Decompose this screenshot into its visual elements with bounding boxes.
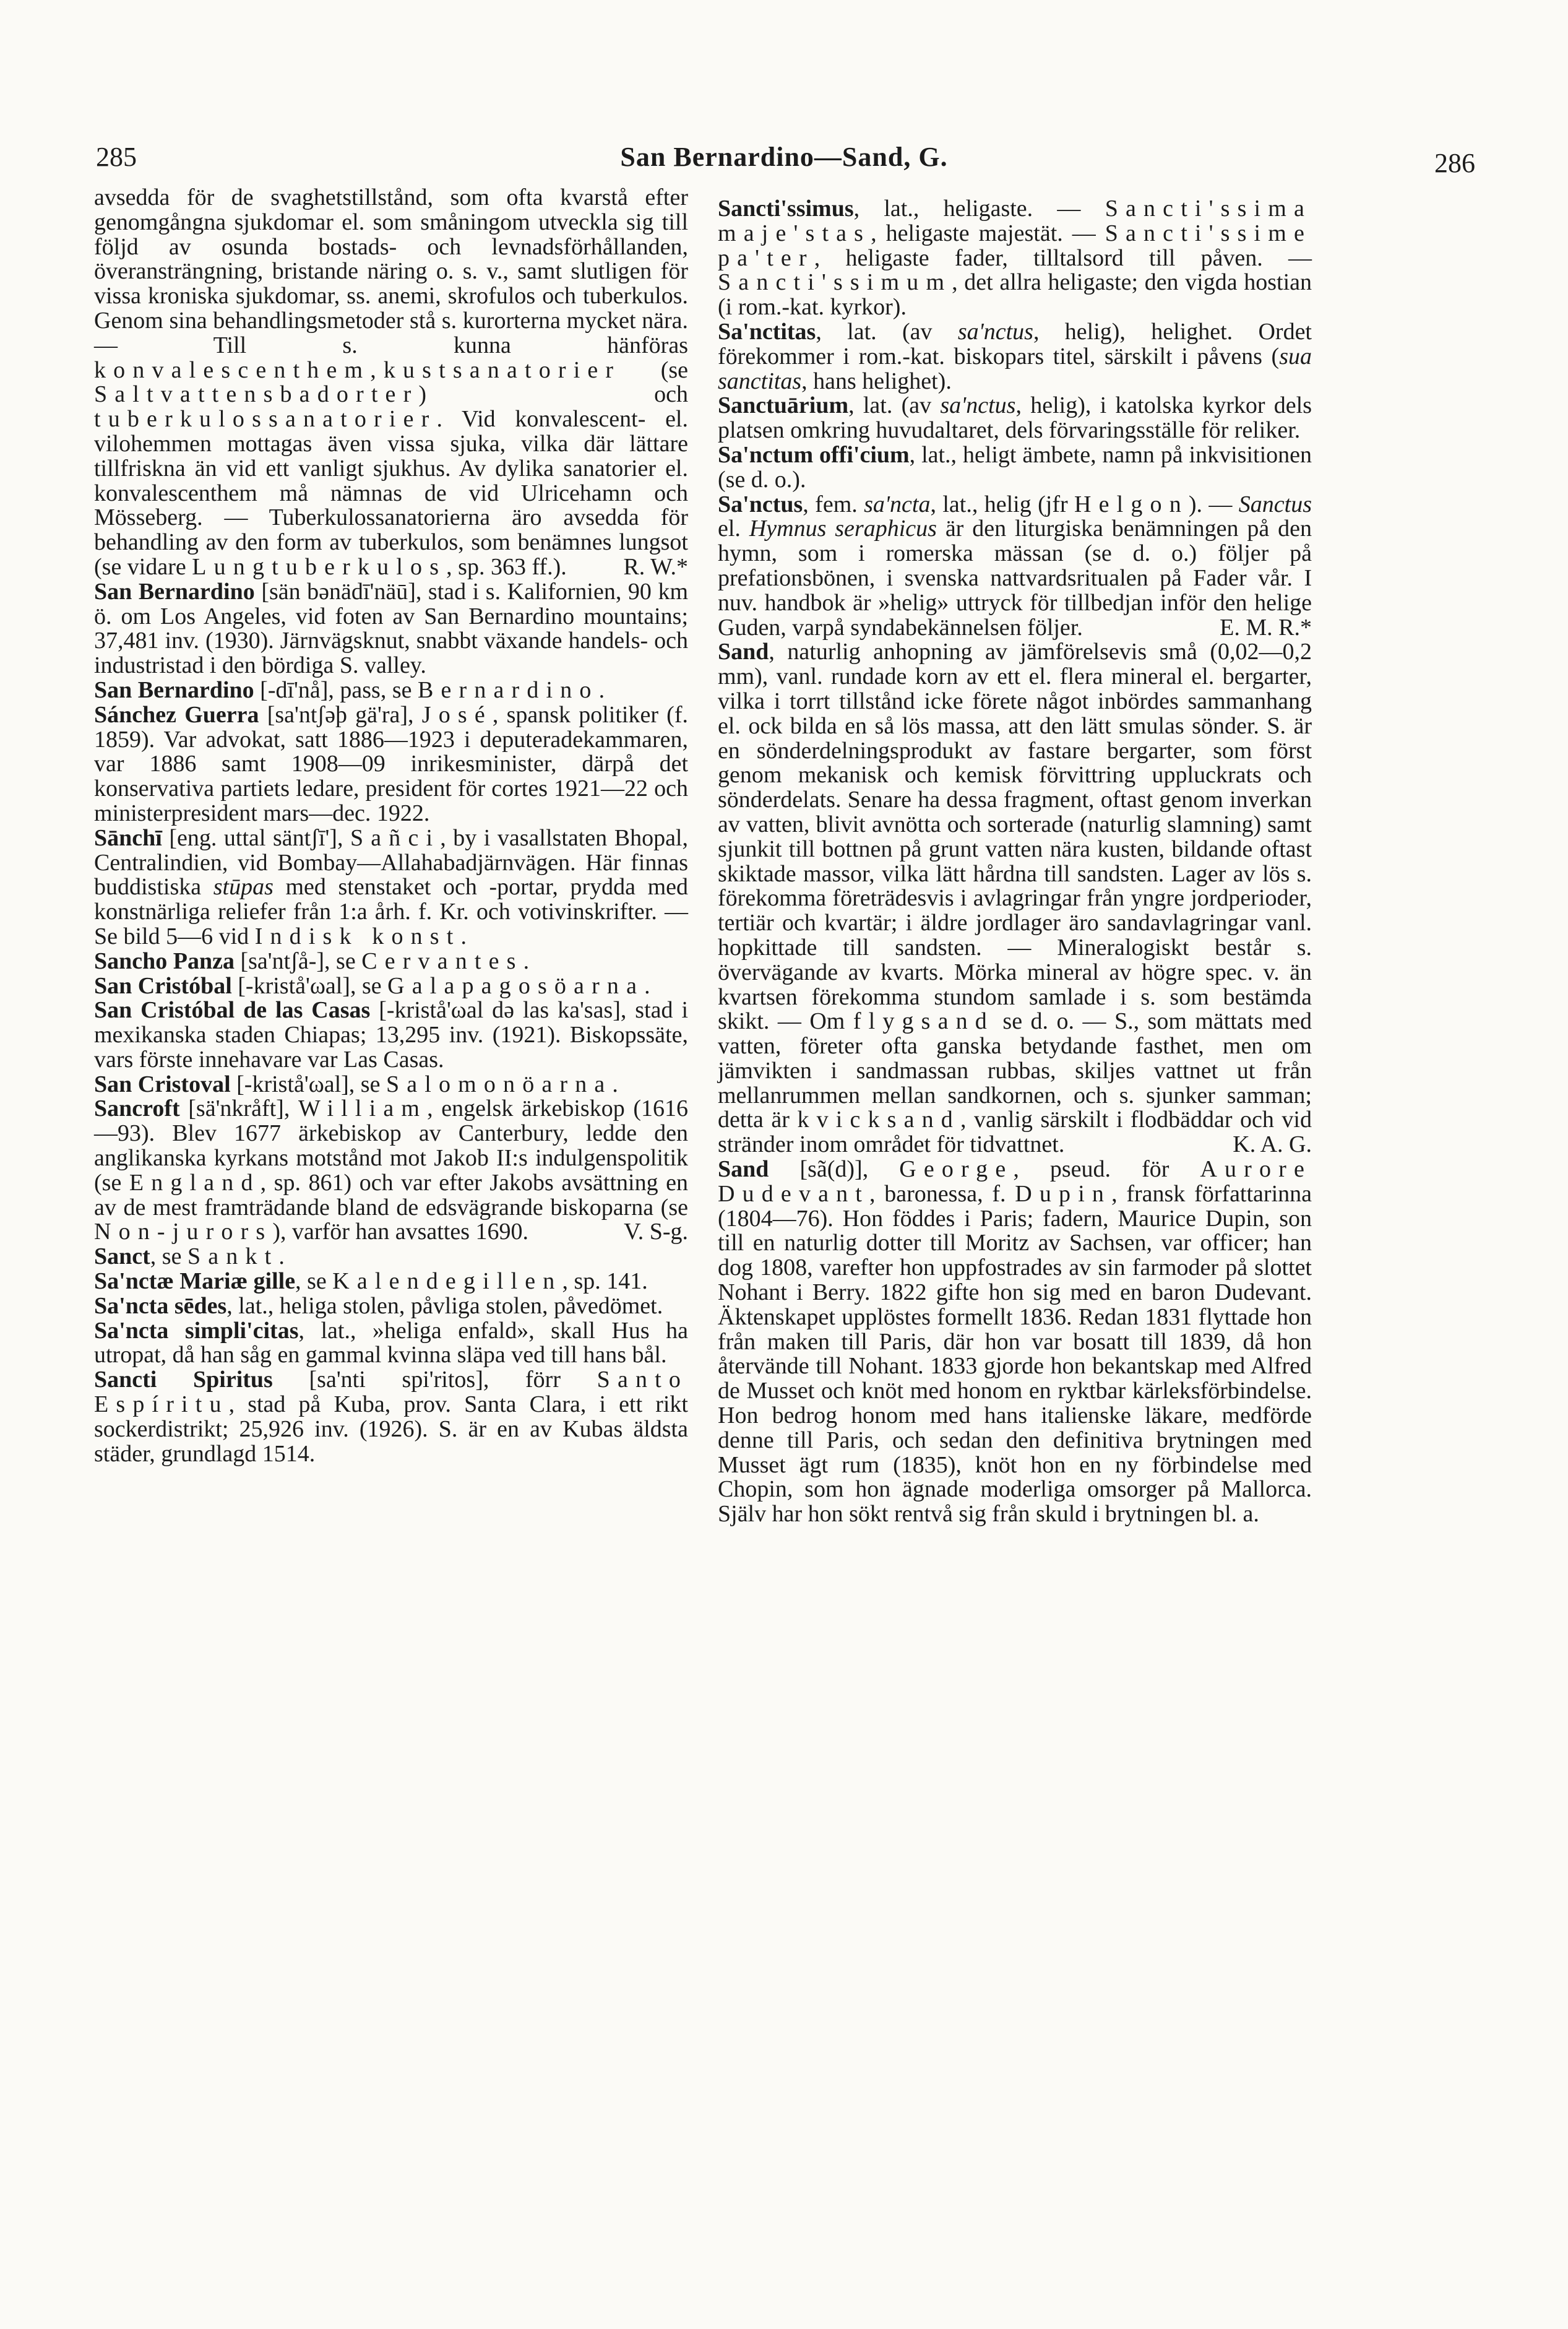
right-column [718, 197, 1312, 1527]
headword: Sanctuārium [718, 392, 849, 419]
cross-ref: Non-jurors [94, 1219, 273, 1245]
cross-ref: Indisk konst [254, 923, 461, 949]
italic-term: sa'nctus [940, 392, 1016, 419]
cross-ref: Cervantes [361, 948, 523, 974]
cross-ref: Galapagosöarna [387, 972, 645, 999]
entry-text: [-dī'nå], pass, se [254, 676, 418, 703]
entry-text: . [523, 948, 530, 974]
entry-text: , sp. 141. [562, 1268, 648, 1295]
entry-text: ) och [418, 381, 688, 408]
italic-term: Hymnus seraphicus [749, 516, 937, 542]
author-signature: K. A. G. [1233, 1131, 1312, 1158]
entry-text: [sä'nkråft], [179, 1095, 298, 1122]
entry-text: [sa'ntʃəþ gä'ra], [259, 701, 422, 728]
entry-san-bernardino-city [94, 580, 688, 678]
headword: San Cristóbal [94, 972, 232, 999]
entry-sand [718, 640, 1312, 1157]
headword: Sancroft [94, 1095, 180, 1122]
entry-text: , lat., heliga stolen, påvliga stolen, påvedömet. [226, 1292, 663, 1319]
entry-sanctuarium [718, 394, 1312, 443]
italic-term: sa'ncta [864, 491, 931, 517]
headword: Sánchez Guerra [94, 701, 259, 728]
spaced-name: George [899, 1156, 1014, 1183]
entry-text: , lat., »heliga enfald», skall Hus ha utropat, då han såg en gammal kvinna släpa ved till hans bål. [94, 1317, 688, 1368]
entry-text: [eng. uttal säntʃī'], [162, 824, 350, 851]
cross-ref: Helgon [1074, 491, 1189, 517]
entry-text: se d. o. — S., som mättats med vatten, företer ofta ganska betydande fasthet, men om jämvikten i sandmassan rubbas, skiljes vattnet ut från mellanrummen mellan sandkornen, och s. sjunker samman; detta är [718, 1008, 1312, 1133]
entry-sand-george [718, 1157, 1312, 1527]
author-signature: E. M. R.* [1220, 614, 1312, 641]
entry-san-cristobal [94, 974, 688, 999]
entry-text: , pseud. för [1013, 1156, 1200, 1183]
headword: San Bernardino [94, 676, 254, 703]
entry-sancta-sedes [94, 1294, 688, 1319]
entry-text: [-kristå'ωal], se [230, 1071, 386, 1097]
headword: Sānchī [94, 824, 162, 851]
entry-text: avsedda för de svaghetstillstånd, som ofta kvarstå efter genomgångna sjukdomar el. som småningom utveckla sig till följd av osunda bostads- och levnadsförhållanden, överansträngning, bristande näring o. s. v., samt slutligen för vissa kroniska sjukdomar, ss. anemi, skrofulos och tuberkulos. Genom sina behandlingsmetoder stå s. kurorterna mycket nära. — Till s. kunna hänföras [94, 184, 688, 358]
cross-ref: England [129, 1169, 261, 1196]
entry-san-cristobal-de-las-casas [94, 998, 688, 1072]
entry-text: med stenstaket och -portar, prydda med konstnärliga reliefer från 1:a årh. f. Kr. och votivinskrifter. — Se bild 5—6 vid [94, 874, 688, 949]
entry-sanctum-officium [718, 443, 1312, 493]
entry-sancta-simplicitas [94, 1319, 688, 1368]
entry-text: , lat., heligaste. — [853, 196, 1105, 222]
cross-ref: tuberkulossanatorier [94, 406, 437, 433]
spaced-name: Dupin [1015, 1180, 1112, 1207]
entry-san-bernardino-pass [94, 678, 688, 703]
left-column [94, 186, 688, 1466]
entry-text: . [644, 972, 650, 999]
entry-text: är den liturgiska benämningen på den hymn, som i romerska mässan (se d. o.) följer på prefationsbönen, i svenska nattvardsritualen på Fader vår. I nuv. handbok är »helig» uttryck för tillbedjan inför den helige Guden, varpå syndabekännelsen följer. [718, 516, 1312, 641]
entry-text: [sän bənädī'näū], stad i s. Kalifornien, 90 km ö. om Los Angeles, vid foten av San Bernardino mountains; 37,481 inv. (1930). Järnvägsknut, snabbt växande handels- och industristad i den bördiga S. valley. [94, 578, 689, 679]
cross-ref: Salomonöarna [386, 1071, 613, 1097]
headword: Sa'ncta sēdes [94, 1292, 227, 1319]
italic-term: Sanctus [1238, 491, 1312, 517]
entry-text: [-kristå'ωal], se [231, 972, 388, 999]
cross-ref: Lungtuberkulos [192, 553, 447, 580]
entry-text: , by i vasallstaten Bhopal, Centralindien, vid Bombay—Allahabadjärnvägen. Här finnas buddistiska [94, 824, 688, 901]
entry-text: (se [621, 356, 688, 383]
entry-text: , se [150, 1243, 187, 1270]
entry-text: , heligaste majestät. — [871, 220, 1105, 246]
headword: Sa'nctus [718, 491, 803, 517]
cross-ref: Kalendegillen [332, 1268, 562, 1295]
entry-text: el. [718, 516, 749, 542]
spaced-name: Santo Espíritu [94, 1367, 689, 1418]
entry-text: , sp. 363 ff.). [446, 553, 567, 580]
spaced-name: Sañci [350, 824, 441, 851]
entry-text: . [598, 676, 605, 703]
headword: Sa'nctæ Mariæ gille [94, 1268, 296, 1295]
entry-sancho-panza [94, 949, 688, 974]
entry-sanct [94, 1245, 688, 1269]
entry-text: [-kristå'ωal də las ka'sas], stad i mexikanska staden Chiapas; 13,295 inv. (1921). Biskopssäte, vars förste innehavare var Las Casas. [94, 997, 688, 1073]
entry-text: , det allra heligaste; den vigda hostian (i rom.-kat. kyrkor). [718, 269, 1312, 321]
entry-text: , stad på Kuba, prov. Santa Clara, i ett rikt sockerdistrikt; 25,926 inv. (1926). S. är en av Kubas äldsta städer, grundlagd 1514. [94, 1391, 688, 1467]
entry-sanctus [718, 493, 1312, 641]
cross-ref: Saltvattensbadorter [94, 381, 419, 408]
entry-text: , vanlig särskilt i flodbäddar och vid stränder inom området för tidvattnet. [718, 1107, 1312, 1158]
entry-sanchi [94, 826, 688, 949]
entry-text: . [460, 923, 467, 949]
entry-text: , fransk författarinna (1804—76). Hon föddes i Paris; fadern, Maurice Dupin, son till en naturlig dotter till Moritz av Sachsen, var officer; han dog 1808, varefter hon uppfostrades av sin farmoder på slottet Nohant i Berry. 1822 gifte hon sig med en baron Dudevant. Äktenskapet upplöstes formellt 1836. Redan 1831 flyttade hon från maken till Paris, där hon var bosatt till 1839, då hon återvände till Nohant. 1833 gjorde hon bekantskap med Alfred de Musset och knöt med honom en ryktbar kärleksförbindelse. Hon bedrog honom med hans italienske läkare, medförde denne till Paris, och sedan den definitiva brytningen med Musset ägt rum (1835), knöt hon en ny förbindelse med Chopin, som hon ägnade moderliga omsorger på Mallorca. Själv har hon sökt rentvå sig från skuld i brytningen bl. a. [718, 1180, 1312, 1527]
spaced-name: José [421, 701, 493, 728]
entry-text: , lat. (av [848, 392, 941, 419]
entry-text: , helig), i katolska kyrkor dels platsen omkring huvudaltaret, dels förvaringsställe för reliker. [718, 392, 1312, 444]
entry-text: , lat., helig (jfr [930, 491, 1075, 517]
headword: Sancti Spiritus [94, 1367, 273, 1393]
running-head: San Bernardino—Sand, G. [620, 142, 948, 172]
headword: Sa'ncta simpli'citas [94, 1317, 299, 1344]
entry-text: , heligaste fader, tilltalsord till påven. — [814, 244, 1312, 271]
entry-sanctitas [718, 320, 1312, 394]
spaced-term: Sancti'ssima maje'stas [718, 196, 1312, 246]
entry-text: , spansk politiker (f. 1859). Var advokat, satt 1886—1923 i deputeradekammaren, var 1886 samt 1908—09 inrikesminister, därpå det konservativa partiets ledare, president för cortes 1921—22 och ministerpresident mars—dec. 1922. [94, 701, 688, 826]
entry-sanctae-mariae-gille [94, 1269, 688, 1294]
cross-ref: konvalescenthem,kustsanatorier [94, 356, 621, 383]
entry-text: , lat., heligt ämbete, namn på inkvisitionen (se d. o.). [718, 441, 1312, 493]
italic-term: stūpas [213, 874, 274, 901]
spaced-name: William [298, 1095, 428, 1122]
entry-text: , se [295, 1268, 333, 1295]
entry-text: , baronessa, f. [869, 1180, 1015, 1207]
cross-ref: Bernardino [418, 676, 599, 703]
cross-ref: flygsand [853, 1008, 994, 1035]
entry-text: , hans helighet). [801, 368, 952, 394]
entry-sancti-spiritus [94, 1368, 688, 1466]
entry-text: ). — [1188, 491, 1239, 517]
headword: Sa'nctitas [718, 318, 816, 345]
entry-sanatorium-continued [94, 186, 688, 580]
entry-text: , fem. [803, 491, 864, 517]
spaced-name: Aurore Dudevant [718, 1156, 1312, 1207]
cross-ref: Sankt [187, 1243, 279, 1270]
entry-text: . Vid konvalescent- el. vilohemmen mottagas även vissa sjuka, vilka där lättare tillfriskna än vid ett vanligt sjukhus. Av dylika sanatorier el. konvalescenthem må nämnas de vid Ulricehamn och Mösseberg. — Tuberkulossanatorierna äro avsedda för behandling av den form av tuberkulos, som benämnes lungsot (se vidare [94, 406, 688, 580]
headword: San Cristóbal de las Casas [94, 997, 371, 1024]
entry-text: , naturlig anhopning av jämförelsevis små (0,02—0,2 mm), vanl. rundade korn av ett el. flera mineral el. bergarter, vilka i torrt tillstånd icke förete något inbördes sammanhang el. ock bilda en så lös massa, att den lätt smulas sönder. S. är en sönderdelningsprodukt av fastare bergarter, som först genom mekanisk och kemisk förvittring uppluckrats och sönderdelats. Senare ha dessa fragment, oftast genom inverkan av vatten, blivit avnötta och sorterade (naturlig slamning) samt sjunkit till bottnen på grunt vatten nära kusten, bildande oftast skiktade massor, vilka lätt hårdna till sandsten. Lager av lös s. förekomma företrädesvis i avlagringar från yngre jordperioder, tertiär och kvartär; i äldre jordlager äro sandavlagringar vanl. hopkittade till sandsten. — Mineralogiskt består s. övervägande av kvarts. Mörka mineral av högre spec. v. än kvartsen förekomma stundom samlade i s. som bestämda skikt. — Om [718, 639, 1312, 1035]
spaced-term: Sancti'ssimum [718, 269, 952, 296]
entry-text: [sã(d)], [769, 1156, 900, 1183]
headword: Sand [718, 1156, 769, 1183]
entry-text: , engelsk ärkebiskop (1616—93). Blev 1677 ärkebiskop av Canterbury, ledde den anglikanska kyrkans motstånd mot Jakob II:s indulgenspolitik (se [94, 1095, 688, 1196]
headword: San Bernardino [94, 578, 255, 605]
italic-term: sua sanctitas [718, 343, 1312, 394]
headword: Sa'nctum offi'cium [718, 441, 910, 468]
italic-term: sa'nctus [957, 318, 1033, 345]
entry-text: , helig), helighet. Ordet förekommer i rom.-kat. biskopars titel, särskilt i påvens ( [718, 318, 1312, 369]
headword: Sancho Panza [94, 948, 235, 974]
author-signature: V. S-g. [624, 1219, 688, 1245]
headword: Sancti'ssimus [718, 196, 854, 222]
page-number-left: 285 [96, 142, 137, 172]
entry-text: . [278, 1243, 285, 1270]
page-number-right: 286 [1434, 148, 1475, 178]
entry-text: , sp. 861) och var efter Jakobs avsättning en av de mest framträdande bland de edsvägrande biskoparna (se [94, 1169, 689, 1221]
spaced-term: Sancti'ssime pa'ter [718, 220, 1312, 271]
entry-san-cristoval [94, 1073, 688, 1097]
entry-text: ), varför han avsattes 1690. [272, 1219, 528, 1245]
headword: Sanct [94, 1243, 150, 1270]
entry-text: , lat. (av [816, 318, 958, 345]
entry-text: . [612, 1071, 618, 1097]
entry-text: [sa'ntʃå-], se [234, 948, 362, 974]
spaced-term: kvicksand [797, 1107, 960, 1133]
author-signature: R. W.* [623, 553, 688, 580]
headword: Sand [718, 639, 769, 665]
entry-sanchez-guerra [94, 703, 688, 826]
entry-sanctissimus [718, 197, 1312, 320]
entry-sancroft [94, 1097, 688, 1245]
entry-text: [sa'nti spi'ritos], förr [272, 1367, 597, 1393]
headword: San Cristoval [94, 1071, 231, 1097]
